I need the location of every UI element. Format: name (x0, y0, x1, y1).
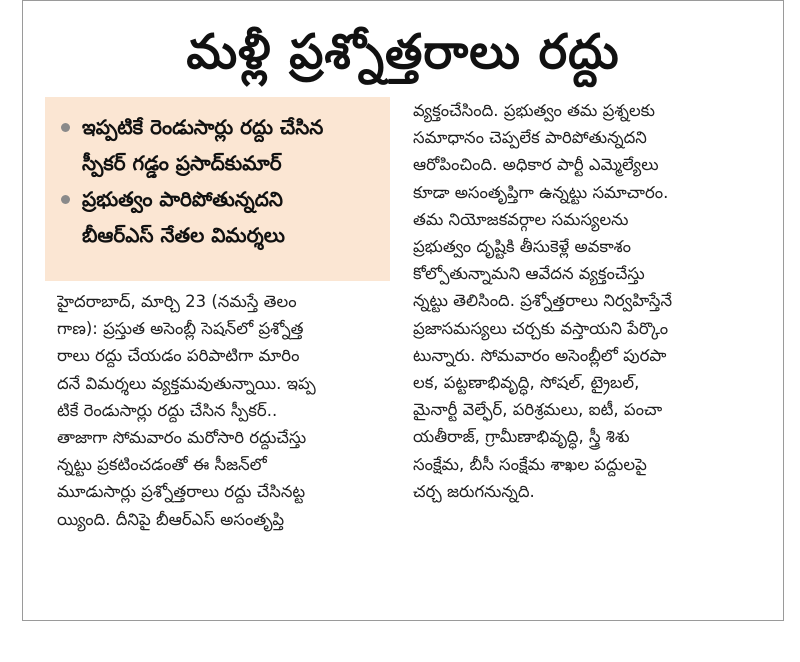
body-line: య్యింది. దీనిపై బీఆర్ఎస్ అసంతృప్తి (57, 509, 285, 529)
left-column (57, 288, 385, 608)
body-line: సమాధానం చెప్పలేక పారిపోతున్నదని (413, 128, 647, 148)
body-line: న్నట్టు తెలిసింది. ప్రశ్నోత్తరాలు నిర్వహిస్తేనే (413, 291, 673, 311)
body-line: రాలు రద్దు చేయడం పరిపాటిగా మారిం (57, 346, 300, 366)
body-line: హైదరాబాద్, మార్చి 23 (నమస్తే తెలం (57, 292, 297, 311)
body-line: చర్చ జరుగనున్నది. (413, 481, 535, 501)
highlight-line: ఇప్పటికే రెండుసార్లు రద్దు చేసిన (82, 115, 324, 139)
highlight-line: బీఆర్ఎస్ నేతల విమర్శలు (82, 223, 285, 247)
body-line: కోల్పోతున్నామని ఆవేదన వ్యక్తంచేస్తు (413, 264, 645, 284)
body-line: టికే రెండుసార్లు రద్దు చేసిన స్పీకర్.. (57, 400, 278, 420)
bullet-icon (61, 195, 70, 204)
body-line: మైనార్టీ వెల్ఫేర్, పరిశ్రమలు, ఐటీ, పంచా (413, 400, 663, 420)
body-line: మూడుసార్లు ప్రశ్నోత్తరాలు రద్దు చేసినట్ట (57, 482, 306, 502)
right-column (413, 97, 767, 607)
highlight-box (45, 97, 390, 281)
highlight-item (61, 181, 380, 253)
bullet-icon (61, 123, 70, 132)
body-line: వ్యక్తంచేసింది. ప్రభుత్వం తమ ప్రశ్నలకు (413, 101, 655, 120)
body-line: ఆరోపించింది. అధికార పార్టీ ఎమ్మెల్యేలు (413, 155, 659, 175)
body-line: సంక్షేమ, బీసీ సంక్షేమ శాఖల పద్దులపై (413, 454, 647, 474)
highlight-item (61, 109, 380, 181)
body-line: లక, పట్టణాభివృద్ధి, సోషల్, ట్రైబల్, (413, 373, 640, 393)
body-line: ప్రభుత్వం దృష్టికి తీసుకెళ్లే అవకాశం (413, 237, 632, 257)
body-line: ప్రజాసమస్యలు చర్చకు వస్తాయని పేర్కొం (413, 318, 669, 338)
body-line: న్నట్టు ప్రకటించడంతో ఈ సీజన్‌లో (57, 455, 267, 475)
body-line: కూడా అసంతృప్తిగా ఉన్నట్టు సమాచారం. (413, 182, 669, 202)
highlight-line: స్పీకర్ గడ్డం ప్రసాద్‌కుమార్ (82, 151, 282, 175)
body-line: గాణ): ప్రస్తుత అసెంబ్లీ సెషన్‌లో ప్రశ్నోత్త (57, 319, 304, 339)
body-line: తమ నియోజకవర్గాల సమస్యలను (413, 209, 629, 229)
highlight-text (82, 109, 323, 181)
body-line: దనే విమర్శలు వ్యక్తమవుతున్నాయి. ఇప్ప (57, 373, 316, 393)
body-line: యతీరాజ్, గ్రామీణాభివృద్ధి, స్త్రీ శిశు (413, 427, 630, 447)
headline: మళ్లీ ప్రశ్నోత్తరాలు రద్దు (186, 24, 620, 80)
highlight-text (82, 181, 285, 253)
highlight-line: ప్రభుత్వం పారిపోతున్నదని (82, 187, 283, 211)
body-line: తాజాగా సోమవారం మరోసారి రద్దుచేస్తు (57, 428, 307, 448)
body-line: టున్నారు. సోమవారం అసెంబ్లీలో పురపా (413, 345, 667, 365)
